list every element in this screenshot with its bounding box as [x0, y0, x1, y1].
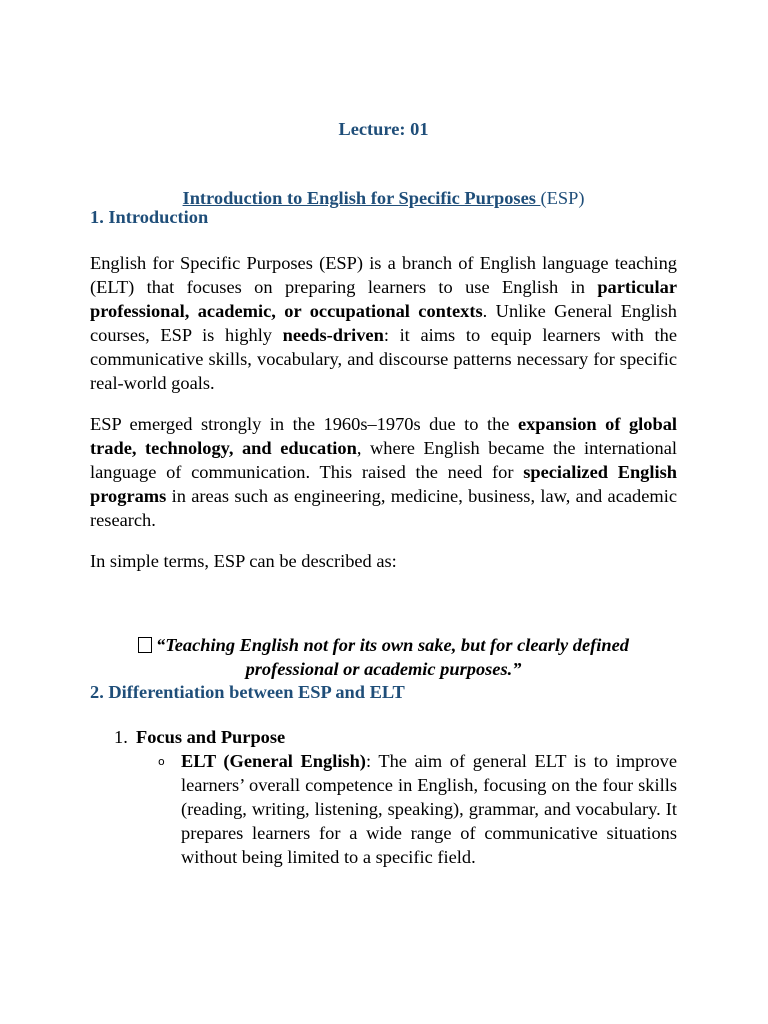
text-run: : The aim of general ELT is to improve learners’ overall competence in English, focusing on the four skills (reading, writing, listening, speaking), grammar, and vocabulary. It prepares learners for a wide range of communicative situations without being limited to a specific field. [181, 751, 677, 867]
bold-run: needs-driven [282, 325, 384, 345]
intro-paragraph-1 [90, 251, 677, 395]
sub-list-item [158, 749, 677, 869]
text-run: , where English became the international language of communication. This raised the need for [90, 438, 677, 482]
intro-paragraph-3: In simple terms, ESP can be described as: [90, 551, 397, 571]
quote-text: “Teaching English not for its own sake, but for clearly defined professional or academic purposes.” [156, 635, 629, 680]
document-title-underlined: Introduction to English for Specific Purposes [182, 188, 541, 209]
hollow-bullet-icon: o [158, 755, 165, 768]
sub-list-text [181, 749, 677, 869]
text-run: . Unlike General English courses, ESP is highly [90, 301, 677, 345]
lecture-number: Lecture: 01 [338, 119, 429, 139]
section-2-heading: 2. Differentiation between ESP and ELT [90, 682, 405, 702]
bold-run: particular professional, academic, or occupational contexts [90, 277, 677, 321]
missing-glyph-icon [138, 637, 152, 653]
text-run: in areas such as engineering, medicine, business, law, and academic research. [90, 486, 677, 530]
document-title-suffix: (ESP) [540, 188, 585, 209]
text-run: ESP emerged strongly in the 1960s–1970s due to the [90, 414, 518, 434]
text-run: English for Specific Purposes (ESP) is a branch of English language teaching (ELT) that focuses on preparing learners to use English in [90, 253, 677, 297]
bold-run: ELT (General English) [181, 751, 366, 771]
list-number: 1. [114, 727, 128, 747]
bold-run: specialized English programs [90, 462, 677, 506]
bold-run: expansion of global trade, technology, and education [90, 414, 678, 458]
list-item-label: Focus and Purpose [136, 727, 286, 747]
intro-paragraph-2 [90, 412, 677, 532]
text-run: : it aims to equip learners with the communicative skills, vocabulary, and discourse patterns necessary for specific real-world goals. [90, 325, 677, 393]
definition-quote [90, 633, 677, 681]
section-1-heading: 1. Introduction [90, 207, 209, 227]
